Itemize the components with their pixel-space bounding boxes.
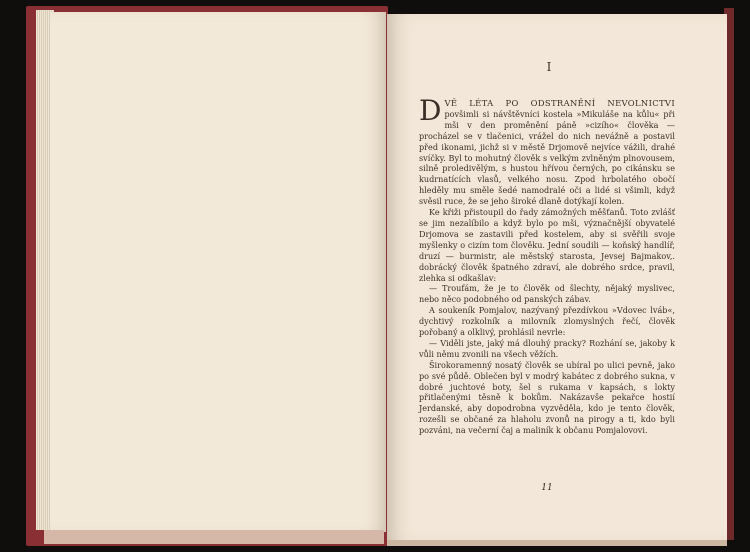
paragraph: Ke křiži přistoupil do řady zámožných měšťanů. Toto zvlášť se jim nezalíbilo a když bylo po mši, význačnější obyvatelé Drjomova se zastavili před kostelem, aby si svěřili svoje myšlenky o cizím tom člověku. Jední soudili — koňský handlíř, druzí — burmistr, ale městský starosta, Jevsej Bajmakov,. dobrácký člověk špatného zdraví, ale dobrého srdce, pravil, zlehka si odkašlav: (419, 207, 675, 283)
paragraph-opening (419, 94, 675, 207)
page-number: 11 (541, 483, 553, 493)
chapter-number: I (546, 60, 552, 74)
drop-cap: D (419, 94, 442, 127)
left-page-bottom-edge (44, 530, 384, 544)
paragraph-dialogue: — Viděli jste, jaký má dlouhý pracky? Rozhání se, jakoby k vůli němu zvonili na všech věžích. (419, 337, 675, 359)
right-page-bottom-edge (387, 540, 727, 546)
opening-caps: VĚ LÉTA PO ODSTRANĚNÍ NEVOLNICTVI (444, 98, 675, 108)
paragraph-text: povšimli si návštěvníci kostela »Mikuláše na kůlu« při mši v den proměnění páně »cizího« člověka — procházel se v tlačenici, vrážel do nich nevážně a postavil před ikonami, jichž si v městě Drjomově nejvíce vážili, drahé svíčky. Byl to mohutný člověk s velkým zvlněným plnovousem, silně proledivělým, s hustou hřívou černých, po cikánsku se kudrnatících vlasů, velkého nosu. Zpod hrbolatého obočí hleděly mu směle šedé namodralé oči a lidé si všimli, když svěsil ruce, že se jeho široké dlaně dotýkají kolen. (419, 108, 675, 207)
body-text (419, 94, 675, 436)
paragraph: Širokoramenný nosatý člověk se ubíral po ulici pevně, jako po své půdě. Oblečen byl v modrý kabátec z dobrého sukna, v dobré juchtové boty, šel s rukama v kapsách, s lokty přitlačenými těsně k bokům. Nakázavše pekařce hostií Jerdanské, aby dopodrobna vyzvěděla, kdo je tento člověk, rozešli se občané za hlaholu zvonů na pirogy a ti, kdo byli pozváni, na večerní čaj a maliník k občanu Pomjalovovi. (419, 359, 675, 436)
paragraph: A soukeník Pomjalov, nazývaný přezdívkou »Vdovec lváb«, dychtivý rozkolník a milovník zlomyslných řečí, člověk pořobaný a olklivý, prohlásil nevrle: (419, 305, 675, 338)
paragraph-dialogue: — Troufám, že je to člověk od šlechty, nějaký myslivec, nebo něco podobného od panských zábav. (419, 283, 675, 305)
left-page-blank (50, 12, 386, 532)
